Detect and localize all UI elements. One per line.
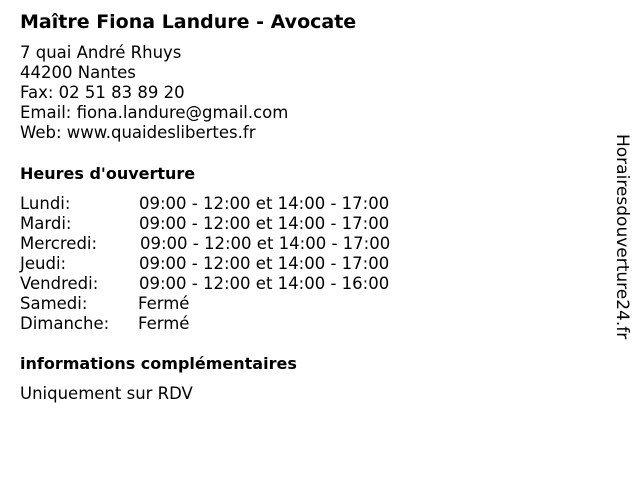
- site-watermark: Horairesdouverture24.fr: [612, 134, 632, 340]
- day-label: Samedi:: [20, 294, 88, 313]
- day-label: Lundi:: [20, 194, 71, 213]
- info-text: Uniquement sur RDV: [20, 384, 193, 403]
- street-address: 7 quai André Rhuys: [20, 43, 182, 62]
- day-label: Mercredi:: [20, 234, 98, 253]
- time-value: 09:00 - 12:00 et 14:00 - 17:00: [140, 234, 391, 253]
- day-label: Mardi:: [20, 214, 72, 233]
- time-value: 09:00 - 12:00 et 14:00 - 17:00: [139, 214, 390, 233]
- page-title: Maître Fiona Landure - Avocate: [20, 11, 357, 33]
- time-value: 09:00 - 12:00 et 14:00 - 17:00: [139, 254, 390, 273]
- website: Web: www.quaideslibertes.fr: [20, 123, 256, 142]
- time-value: Fermé: [138, 314, 190, 333]
- email-address: Email: fiona.landure@gmail.com: [20, 103, 289, 122]
- fax-number: Fax: 02 51 83 89 20: [20, 83, 185, 102]
- time-value: 09:00 - 12:00 et 14:00 - 17:00: [139, 194, 390, 213]
- day-label: Jeudi:: [20, 254, 67, 273]
- time-value: Fermé: [138, 294, 190, 313]
- day-label: Dimanche:: [20, 314, 110, 333]
- hours-heading: Heures d'ouverture: [20, 164, 196, 183]
- info-heading: informations complémentaires: [20, 354, 297, 373]
- day-label: Vendredi:: [20, 274, 99, 293]
- city-postcode: 44200 Nantes: [20, 63, 136, 82]
- address-block: [20, 43, 288, 143]
- time-value: 09:00 - 12:00 et 14:00 - 16:00: [139, 274, 390, 293]
